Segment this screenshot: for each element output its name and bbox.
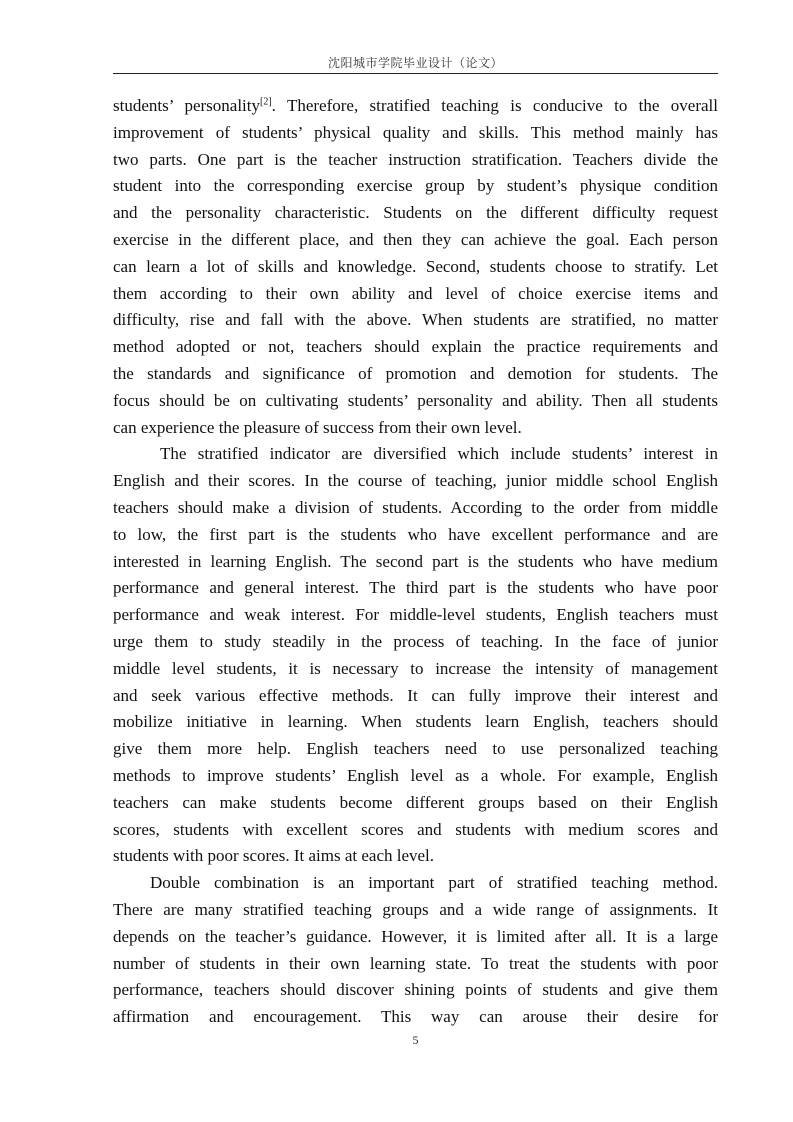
paragraph-line: affirmation and encouragement. This way can arouse their desire for [113, 1007, 718, 1027]
paragraph-line: English and their scores. In the course of teaching, junior middle school English [113, 471, 718, 491]
page-number: 5 [412, 1033, 419, 1047]
paragraph-line: depends on the teacher’s guidance. However, it is limited after all. It is a large [113, 926, 718, 946]
paragraph-line: focus should be on cultivating students’ personality and ability. Then all students [113, 390, 718, 410]
paragraph-line: teachers should make a division of students. According to the order from middle [113, 497, 718, 517]
paragraph-line: exercise in the different place, and then they can achieve the goal. Each person [113, 229, 718, 249]
paragraph-line: difficulty, rise and fall with the above. When students are stratified, no matter [113, 310, 718, 330]
paragraph-line: to low, the first part is the students who have excellent performance and are [113, 524, 718, 544]
page-header-title: 沈阳城市学院毕业设计（论文） [327, 56, 503, 70]
line-text: students’ personality [113, 96, 260, 115]
paragraph-line: Double combination is an important part of stratified teaching method. [150, 873, 718, 893]
paragraph-line: give them more help. English teachers need to use personalized teaching [113, 739, 718, 759]
paragraph-line: middle level students, it is necessary to increase the intensity of management [113, 658, 718, 678]
paragraph-1 [113, 93, 718, 441]
paragraph-line: two parts. One part is the teacher instruction stratification. Teachers divide the [113, 149, 718, 169]
paragraph-line: and the personality characteristic. Students on the different difficulty request [113, 203, 718, 223]
paragraph-line: performance, teachers should discover shining points of students and give them [113, 980, 718, 1000]
paragraph-line: can learn a lot of skills and knowledge. Second, students choose to stratify. Let [113, 256, 718, 276]
paragraph-2 [113, 441, 718, 870]
paragraph-line: The stratified indicator are diversified which include students’ interest in [160, 444, 718, 464]
paragraph-3 [113, 870, 718, 1031]
header-divider [113, 73, 718, 74]
paragraph-line: student into the corresponding exercise group by student’s physique condition [113, 176, 718, 196]
paragraph-line [113, 93, 718, 120]
paragraph-line: the standards and significance of promotion and demotion for students. The [113, 363, 718, 383]
paragraph-line: them according to their own ability and level of choice exercise items and [113, 283, 718, 303]
paragraph-line: can experience the pleasure of success from their own level. [113, 417, 522, 437]
paragraph-line: urge them to study steadily in the process of teaching. In the face of junior [113, 631, 718, 651]
paragraph-line: scores, students with excellent scores and students with medium scores and [113, 819, 718, 839]
paragraph-line: and seek various effective methods. It can fully improve their interest and [113, 685, 718, 705]
paragraph-line: teachers can make students become different groups based on their English [113, 792, 718, 812]
line-text: . Therefore, stratified teaching is conducive to the overall [271, 96, 718, 115]
paragraph-line: interested in learning English. The second part is the students who have medium [113, 551, 718, 571]
citation-superscript: [2] [260, 96, 272, 108]
paragraph-line: There are many stratified teaching groups and a wide range of assignments. It [113, 899, 718, 919]
document-body [113, 93, 718, 1031]
paragraph-line: number of students in their own learning state. To treat the students with poor [113, 953, 718, 973]
paragraph-line: improvement of students’ physical quality and skills. This method mainly has [113, 122, 718, 142]
paragraph-line: method adopted or not, teachers should explain the practice requirements and [113, 337, 718, 357]
paragraph-line: performance and general interest. The third part is the students who have poor [113, 578, 718, 598]
paragraph-line: performance and weak interest. For middle-level students, English teachers must [113, 605, 718, 625]
paragraph-line: mobilize initiative in learning. When students learn English, teachers should [113, 712, 718, 732]
paragraph-line: students with poor scores. It aims at each level. [113, 846, 435, 866]
paragraph-line: methods to improve students’ English level as a whole. For example, English [113, 765, 718, 785]
